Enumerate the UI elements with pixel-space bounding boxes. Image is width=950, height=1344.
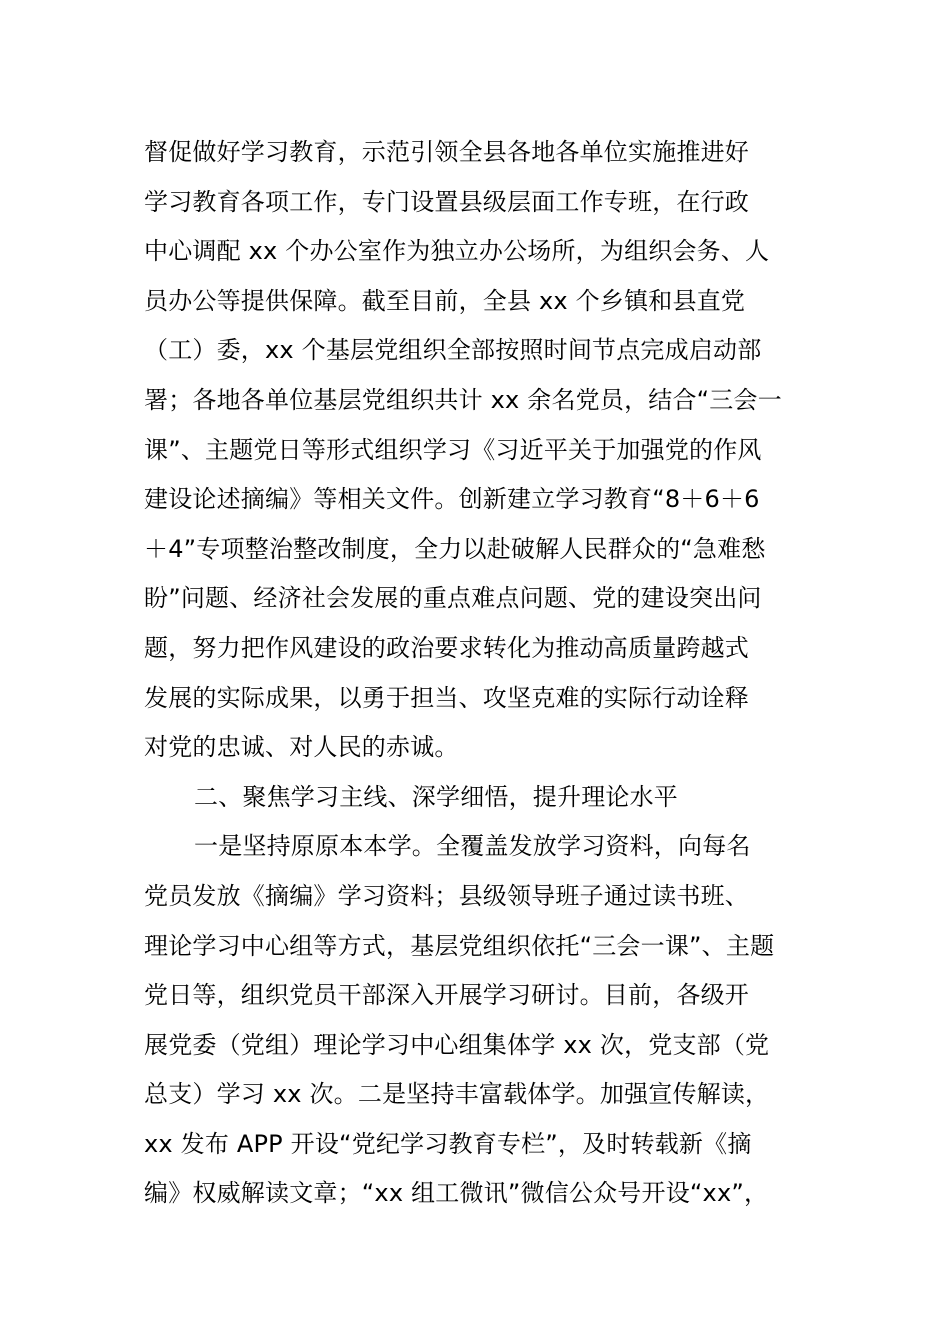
- text-line: 理论学习中心组等方式，基层党组织依托“三会一课”、主题: [144, 931, 775, 960]
- text-line: 党日等，组织党员干部深入开展学习研讨。目前，各级开: [144, 981, 749, 1010]
- text-line: 盼”问题、经济社会发展的重点难点问题、党的建设突出问: [144, 584, 762, 613]
- text-line: 课”、主题党日等形式组织学习《习近平关于加强党的作风: [144, 435, 762, 464]
- text-line: 署；各地各单位基层党组织共计 xx 余名党员，结合“三会一: [144, 385, 782, 414]
- text-line: 督促做好学习教育，示范引领全县各地各单位实施推进好: [144, 138, 749, 166]
- text-line: 题，努力把作风建设的政治要求转化为推动高质量跨越式: [144, 633, 749, 662]
- text-line: 学习教育各项工作，专门设置县级层面工作专班，在行政: [144, 187, 749, 216]
- text-line: xx 发布 APP 开设“党纪学习教育专栏”，及时转载新《摘: [144, 1129, 752, 1158]
- text-line: 党员发放《摘编》学习资料；县级领导班子通过读书班、: [144, 881, 749, 910]
- text-line: 编》权威解读文章；“xx 组工微讯”微信公众号开设“xx”，: [144, 1179, 769, 1208]
- text-line: 总支）学习 xx 次。二是坚持丰富载体学。加强宣传解读，: [144, 1080, 770, 1109]
- text-line: 发展的实际成果，以勇于担当、攻坚克难的实际行动诠释: [144, 683, 749, 712]
- text-line: （工）委，xx 个基层党组织全部按照时间节点完成启动部: [144, 336, 762, 365]
- text-line: 中心调配 xx 个办公室作为独立办公场所，为组织会务、人: [144, 237, 770, 266]
- document-body: [144, 128, 844, 1219]
- text-line: 对党的忠诚、对人民的赤诚。: [144, 733, 459, 762]
- paragraph-first-line: 一是坚持原原本本学。全覆盖发放学习资料，向每名: [194, 832, 751, 861]
- text-line: 展党委（党组）理论学习中心组集体学 xx 次，党支部（党: [144, 1030, 770, 1059]
- text-line: ＋4”专项整治整改制度，全力以赴破解人民群众的“急难愁: [144, 534, 766, 563]
- text-line: 员办公等提供保障。截至目前，全县 xx 个乡镇和县直党: [144, 286, 746, 315]
- text-line: 建设论述摘编》等相关文件。创新建立学习教育“8＋6＋6: [144, 485, 760, 514]
- section-heading: 二、聚焦学习主线、深学细悟，提升理论水平: [194, 782, 678, 811]
